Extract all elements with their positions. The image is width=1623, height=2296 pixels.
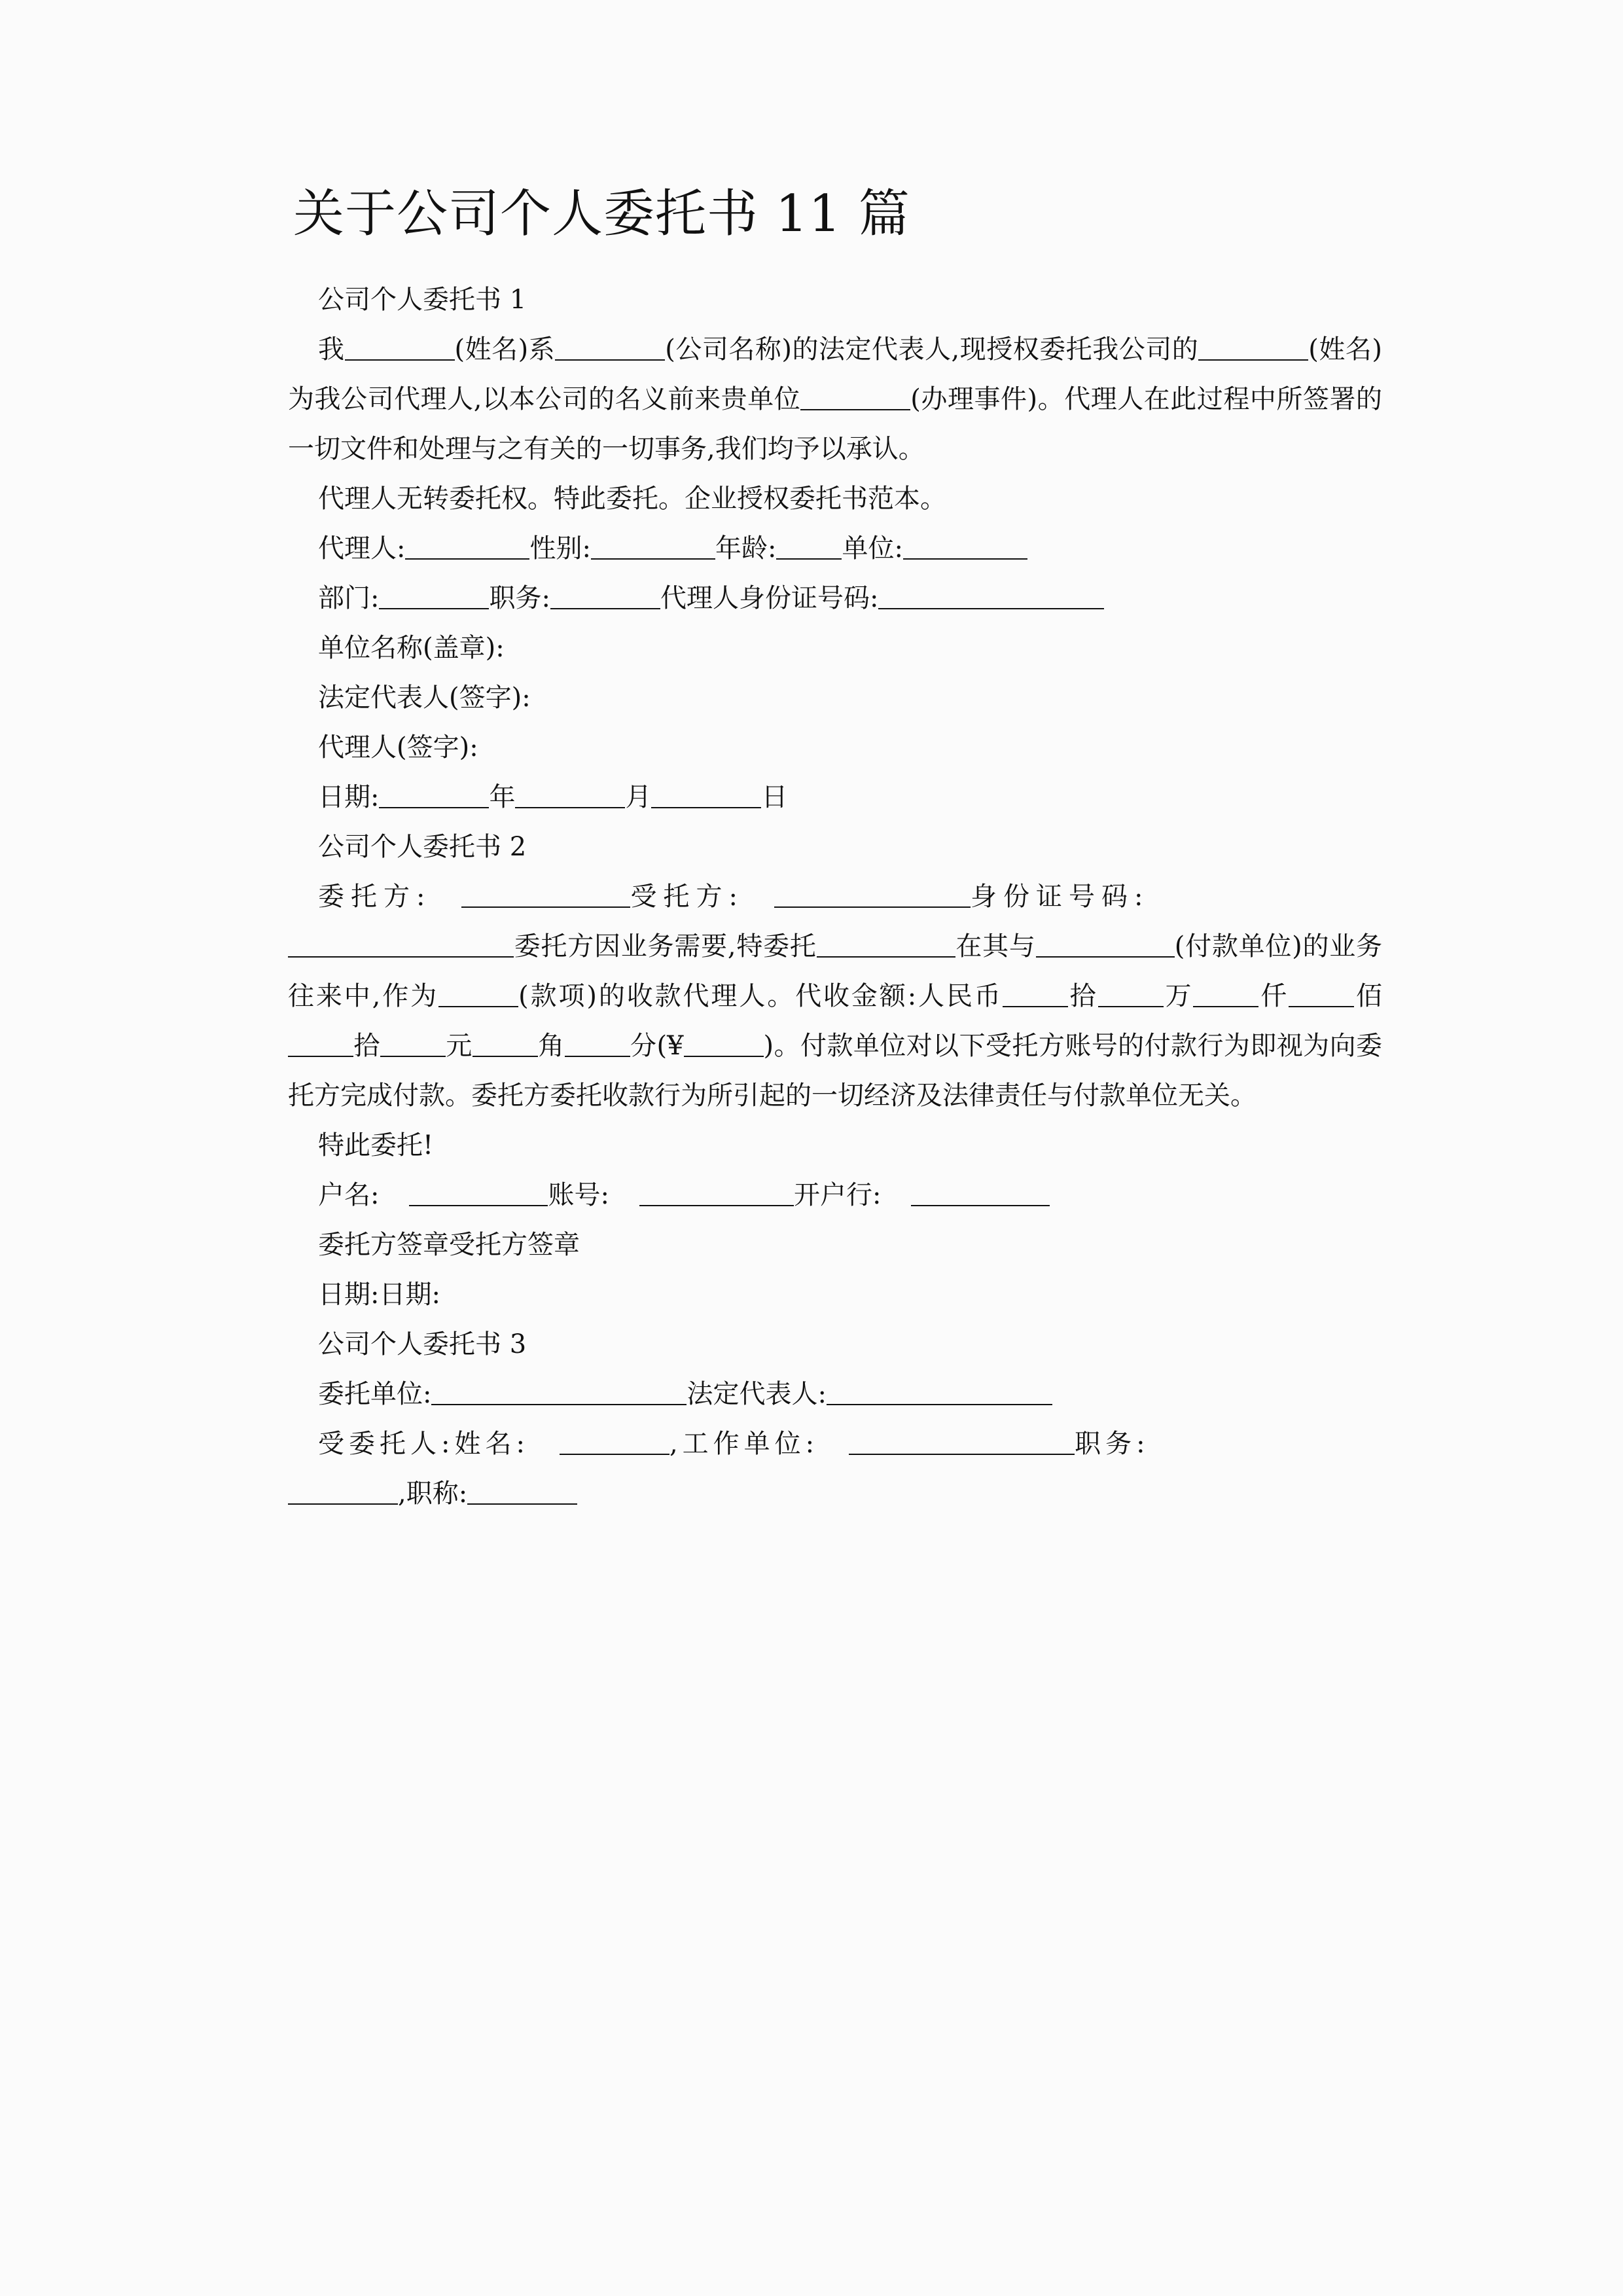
- blank-amount-shi-wan[interactable]: [1003, 978, 1068, 1007]
- blank-amount-shi[interactable]: [288, 1028, 353, 1057]
- text-run: 万: [1163, 981, 1194, 1011]
- text-run: 我: [318, 334, 345, 365]
- text-run: 仟: [1258, 981, 1289, 1011]
- label-unit: 单位:: [842, 533, 903, 564]
- section-3-heading-text: 公司个人委托书 3: [318, 1329, 527, 1359]
- blank-field-job-title[interactable]: [467, 1476, 577, 1505]
- label-work-unit: ,工作单位:: [669, 1429, 819, 1459]
- text-run: 角: [537, 1031, 565, 1061]
- blank-field-consignor[interactable]: [461, 879, 630, 908]
- label-bank: 开户行:: [793, 1180, 882, 1210]
- label-legal-rep-signature: 法定代表人(签字):: [318, 683, 531, 713]
- label-account-number: 账号:: [548, 1180, 609, 1210]
- text-run: (办理事件)。代理人在此过程中所签署的一切文件和处理与之有关的一切事务,我们均予以承认。: [288, 384, 1382, 464]
- section-3-field-row-2: [288, 1419, 1382, 1469]
- section-1-field-row-1: [288, 524, 1382, 573]
- blank-field-legal-representative[interactable]: [827, 1376, 1052, 1405]
- blank-field[interactable]: [800, 382, 910, 410]
- section-1-paragraph-1: [288, 325, 1382, 474]
- text-run: 佰: [1354, 981, 1383, 1011]
- label-entrusting-unit: 委托单位:: [318, 1379, 432, 1409]
- page-title: 关于公司个人委托书 11 篇: [293, 185, 910, 243]
- blank-field-entrusted-name[interactable]: [560, 1426, 669, 1455]
- label-agent-id: 代理人身份证号码:: [660, 583, 879, 613]
- blank-amount-yuan[interactable]: [380, 1028, 446, 1057]
- blank-field-gender[interactable]: [591, 531, 715, 560]
- blank-field-agent[interactable]: [405, 531, 529, 560]
- blank-amount-wan[interactable]: [1098, 978, 1164, 1007]
- blank-field-account-number[interactable]: [639, 1177, 794, 1206]
- blank-field-unit[interactable]: [903, 531, 1027, 560]
- blank-amount-qian[interactable]: [1193, 978, 1258, 1007]
- section-3-field-row-3: [288, 1469, 1382, 1518]
- label-agent: 代理人:: [318, 533, 406, 564]
- text-run: (款项)的收款代理人。代收金额:人民币: [518, 981, 1003, 1011]
- label-account-name: 户名:: [318, 1180, 380, 1210]
- section-2: [288, 822, 1382, 1319]
- section-2-heading: [288, 822, 1382, 872]
- blank-field-counterparty[interactable]: [1036, 929, 1175, 958]
- section-1-field-row-2: [288, 573, 1382, 623]
- label-month: 月: [625, 782, 652, 812]
- section-3: [288, 1319, 1382, 1518]
- text-run: 委托方因业务需要,特委托: [514, 931, 817, 961]
- text-run: 代理人无转委托权。特此委托。企业授权委托书范本。: [318, 484, 946, 514]
- section-2-heading-text: 公司个人委托书 2: [318, 832, 527, 862]
- blank-amount-jiao[interactable]: [473, 1028, 538, 1057]
- section-1-heading: [288, 275, 1382, 325]
- section-2-field-seals: [288, 1220, 1382, 1270]
- blank-field-agent-id[interactable]: [878, 581, 1104, 609]
- text-run: (姓名)为我公司代理人,以本公司的名义前来贵单位: [288, 334, 1382, 414]
- text-run: 在其与: [955, 931, 1036, 961]
- section-3-heading: [288, 1319, 1382, 1369]
- text-run: 分(¥: [630, 1031, 684, 1061]
- text-run: 元: [445, 1031, 473, 1061]
- text-run: 拾: [1067, 981, 1098, 1011]
- blank-field-work-unit[interactable]: [849, 1426, 1075, 1455]
- blank-amount-bai[interactable]: [1289, 978, 1354, 1007]
- blank-field-id-number[interactable]: [288, 929, 514, 958]
- section-1-field-unit-name: [288, 623, 1382, 673]
- blank-field-day[interactable]: [651, 780, 761, 808]
- label-entrusted-person-name: 受委托人:姓名:: [318, 1429, 529, 1459]
- blank-field[interactable]: [345, 332, 455, 361]
- blank-field-bank[interactable]: [911, 1177, 1050, 1206]
- text-run: 特此委托!: [318, 1130, 434, 1160]
- label-consignee: 受托方:: [630, 882, 744, 912]
- label-legal-representative: 法定代表人:: [687, 1379, 827, 1409]
- section-2-field-row-2: [288, 1170, 1382, 1220]
- blank-field-department[interactable]: [379, 581, 489, 609]
- label-agent-signature: 代理人(签字):: [318, 732, 478, 762]
- section-1-paragraph-2: [288, 474, 1382, 524]
- blank-field-entrusted[interactable]: [817, 929, 955, 958]
- text-run: 拾: [353, 1031, 380, 1061]
- label-department: 部门:: [318, 583, 380, 613]
- blank-field-job-position[interactable]: [288, 1476, 398, 1505]
- blank-field-age[interactable]: [776, 531, 842, 560]
- blank-amount-numeric[interactable]: [684, 1028, 764, 1057]
- label-id-number: 身份证号码:: [970, 882, 1150, 912]
- label-consignor: 委托方:: [318, 882, 432, 912]
- blank-field-month[interactable]: [515, 780, 625, 808]
- label-position: 职务:: [489, 583, 550, 613]
- blank-field-position[interactable]: [550, 581, 660, 609]
- blank-field[interactable]: [555, 332, 665, 361]
- label-seals: 委托方签章受托方签章: [318, 1230, 580, 1260]
- text-run: )。付款单位对以下受托方账号的付款行为即视为向委托方完成付款。委托方委托收款行为所引起的一切经济及法律责任与付款单位无关。: [288, 1031, 1383, 1111]
- blank-amount-fen[interactable]: [565, 1028, 630, 1057]
- blank-field-payment-type[interactable]: [438, 978, 518, 1007]
- blank-field-year[interactable]: [379, 780, 489, 808]
- text-run: (公司名称)的法定代表人,现授权委托我公司的: [665, 334, 1199, 365]
- label-date: 日期:: [318, 782, 380, 812]
- section-1-field-legal-rep: [288, 673, 1382, 723]
- label-gender: 性别:: [529, 533, 591, 564]
- section-2-paragraph-1: [288, 922, 1382, 1121]
- label-year: 年: [489, 782, 516, 812]
- blank-field-account-name[interactable]: [409, 1177, 548, 1206]
- label-job-position: 职务:: [1075, 1429, 1150, 1459]
- blank-field-entrusting-unit[interactable]: [431, 1376, 687, 1405]
- section-3-field-row-1: [288, 1369, 1382, 1419]
- section-2-field-row-1: [288, 872, 1382, 922]
- section-1: [288, 275, 1382, 822]
- section-2-field-dates: [288, 1270, 1382, 1319]
- label-unit-name-seal: 单位名称(盖章):: [318, 633, 505, 663]
- blank-field-consignee[interactable]: [774, 879, 971, 908]
- blank-field[interactable]: [1198, 332, 1308, 361]
- text-run: (姓名)系: [454, 334, 556, 365]
- section-2-paragraph-2: [288, 1121, 1382, 1170]
- label-job-title: ,职称:: [398, 1479, 468, 1509]
- section-1-field-date: [288, 772, 1382, 822]
- section-1-field-agent-sign: [288, 723, 1382, 772]
- text-run: (付款单位)的业务往来中,作为: [288, 931, 1383, 1011]
- label-day: 日: [761, 782, 788, 812]
- section-1-heading-text: 公司个人委托书 1: [318, 285, 527, 315]
- document-content: [288, 0, 1382, 1518]
- label-dates: 日期:日期:: [318, 1280, 440, 1310]
- label-age: 年龄:: [715, 533, 777, 564]
